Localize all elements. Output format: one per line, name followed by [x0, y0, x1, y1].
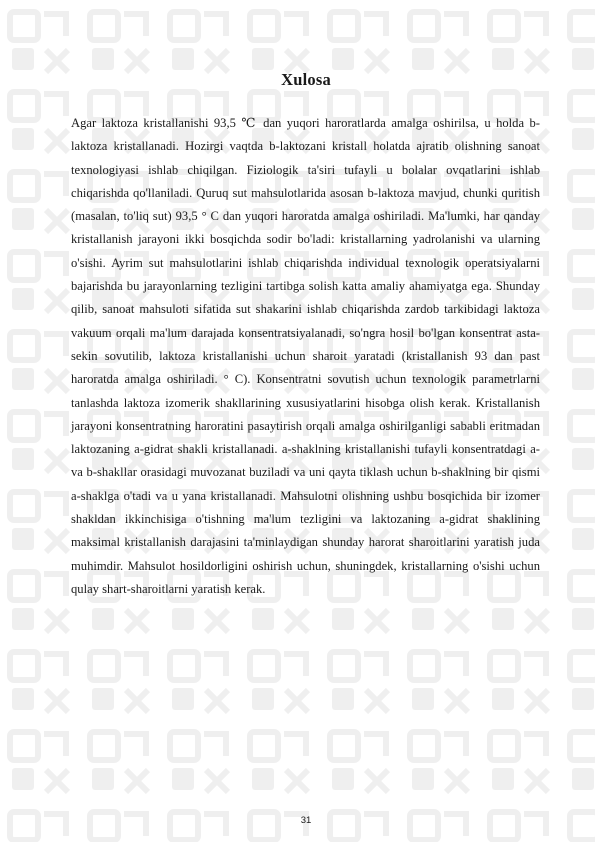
page-number: 31: [300, 815, 312, 826]
document-body-paragraph: Agar laktoza kristallanishi 93,5 ℃ dan yuqori haroratlarda amalga oshirilsa, u holda b-laktoza kristallanadi. Hozirgi vaqtda b-laktozani kristall holatda ajratib olishning sanoat texnologiyasi ishlab chiqilgan. Fiziologik ta'siri tufayli u bolalar ovqatlarini ishlab chiqarishda qo'llaniladi. Quruq sut mahsulotlarida asosan b-laktoza mavjud, chunki quritish (masalan, to'liq sut) 93,5 ° C dan yuqori haroratda amalga oshiriladi. Ma'lumki, har qanday kristallanish jarayoni ikki bosqichda sodir bo'ladi: kristallarning yadrolanishi va ularning o'sishi. Ayrim sut mahsulotlarini ishlab chiqarishda individual texnologik operatsiyalarni bajarishda bu jarayonlarning tezligini tartibga solish katta amaliy ahamiyatga ega. Shunday qilib, sanoat mahsuloti sifatida sut shakarini ishlab chiqarishda zardob tarkibidagi laktoza vakuum orqali ma'lum darajada konsentratsiyalanadi, so'ngra hosil bo'lgan konsentrat asta-sekin sovutilib, laktoza kristallanishi uchun sharoit yaratadi (kristallanish 93 dan past haroratda amalga oshiriladi. ° C). Konsentratni sovutish uchun texnologik parametrlarni tanlashda laktoza izomerik shakllarining xususiyatlarini hisobga olish kerak. Kristallanish jarayoni konsentratning haroratini pasaytirish orqali amalga oshirilganligi sababli eritmadan laktozaning a-gidrat shakli kristallanadi. a-shaklning kristallanishi tufayli konsentratdagi a- va b-shakllar orasidagi muvozanat buziladi va uni qayta tiklash uchun b-shaklning bir qismi a-shaklga o'tadi va u yana kristallanadi. Mahsulotni olishning ushbu bosqichida bir izomer shakldan ikkinchisiga o'tishning ma'lum tezligini va laktozaning a-gidrat shaklining maksimal kristallanish darajasini ta'minlaydigan shunday harorat sharoitlarini yaratish juda muhimdir. Mahsulot hosildorligini oshirish uchun, shuningdek, kristallarning o'sishi uchun qulay shart-sharoitlarni yaratish kerak.: [71, 116, 540, 596]
document-title: Xulosa: [281, 70, 331, 89]
